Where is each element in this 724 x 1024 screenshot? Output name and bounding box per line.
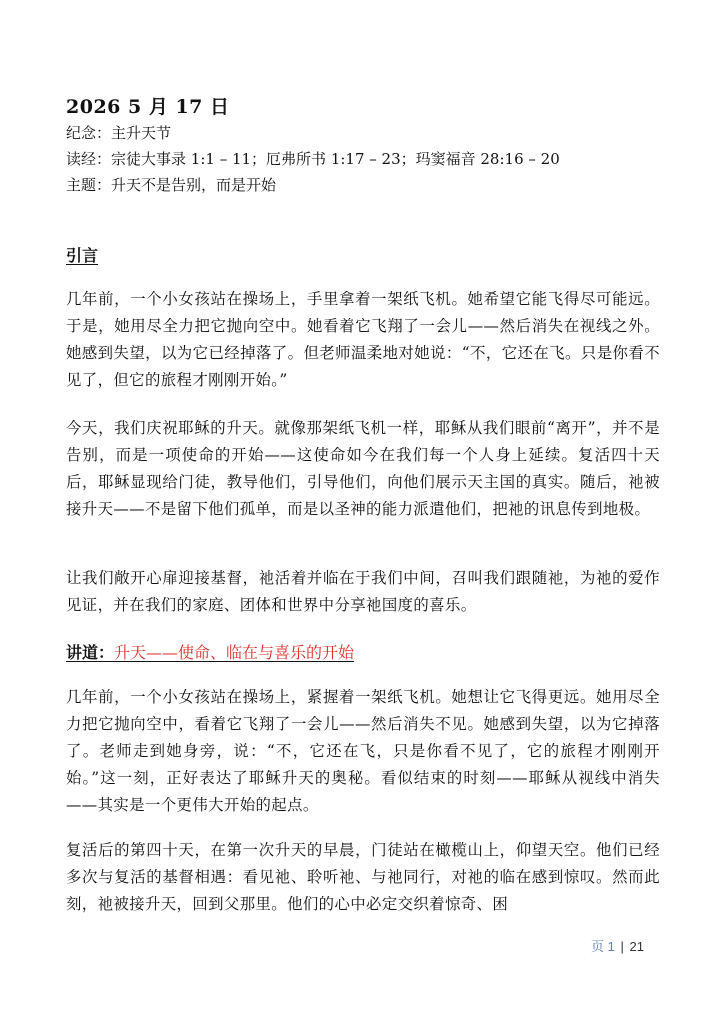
- total-pages: 21: [629, 939, 644, 954]
- sermon-heading: 讲道: [66, 643, 99, 662]
- commemoration-row: [66, 120, 560, 146]
- sermon-paragraph-1: 几年前，一个小女孩站在操场上，紧握着一架纸飞机。她想让它飞得更远。她用尽全力把它抛向空中，看着它飞翔了一会儿——然后消失不见。她感到失望，以为它掉落了。老师走到她身旁，说：“不，它还在飞，只是你看不见了，它的旅程才刚刚开始。”这一刻，正好表达了耶稣升天的奥秘。看似结束的时刻——耶稣从视线中消失——其实是一个更伟大开始的起点。: [66, 688, 660, 814]
- intro-paragraph-2: 今天，我们庆祝耶稣的升天。就像那架纸飞机一样，耶稣从我们眼前“离开”，并不是告别，而是一项使命的开始——这使命如今在我们每一个人身上延续。复活四十天后，耶稣显现给门徒，教导他们，引导他们，向他们展示天主国的真实。随后，祂被接升天——不是留下他们孤单，而是以圣神的能力派遣他们，把祂的讯息传到地极。: [66, 419, 660, 518]
- page-number: 1: [607, 939, 615, 954]
- theme-row: [66, 172, 560, 198]
- intro-paragraph-1: 几年前，一个小女孩站在操场上，手里拿着一架纸飞机。她希望它能飞得尽可能远。于是，她用尽全力把它抛向空中。她看着它飞翔了一会儿——然后消失在视线之外。她感到失望，以为它已经掉落了。但老师温柔地对她说：“不，它还在飞。只是你看不见了，但它的旅程才刚刚开始。”: [66, 290, 660, 389]
- page-label: 页: [591, 939, 605, 954]
- sermon-paragraph-2: 复活后的第四十天，在第一次升天的早晨，门徒站在橄榄山上，仰望天空。他们已经多次与复活的基督相遇：看见祂、聆听祂、与祂同行，对祂的临在感到惊叹。然而此刻，祂被接升天，回到父那里。他们的心中必定交织着惊奇、困: [66, 841, 660, 913]
- theme-value: 升天不是告别，而是开始: [111, 176, 277, 194]
- sermon-title: 升天——使命、临在与喜乐的开始: [114, 643, 355, 662]
- page-footer: [591, 936, 644, 955]
- page-separator: |: [620, 939, 624, 954]
- date-title: 2026 5 月 17 日: [66, 96, 230, 118]
- commemoration-label: 纪念：: [66, 124, 112, 142]
- commemoration-value: 主升天节: [111, 124, 172, 142]
- readings-value: 宗徒大事录 1:1 – 11；厄弗所书 1:17 – 23；玛窦福音 28:16 – 20: [111, 150, 560, 168]
- meta-block: [66, 120, 560, 198]
- theme-label: 主题：: [66, 176, 112, 194]
- intro-heading: 引言: [66, 246, 99, 265]
- intro-paragraph-3: 让我们敞开心扉迎接基督，祂活着并临在于我们中间，召叫我们跟随祂，为祂的爱作见证，并在我们的家庭、团体和世界中分享祂国度的喜乐。: [66, 569, 660, 614]
- sermon-heading-row: [66, 640, 354, 663]
- readings-label: 读经：: [66, 150, 112, 168]
- readings-row: [66, 146, 560, 172]
- sermon-heading-separator: ：: [98, 643, 115, 662]
